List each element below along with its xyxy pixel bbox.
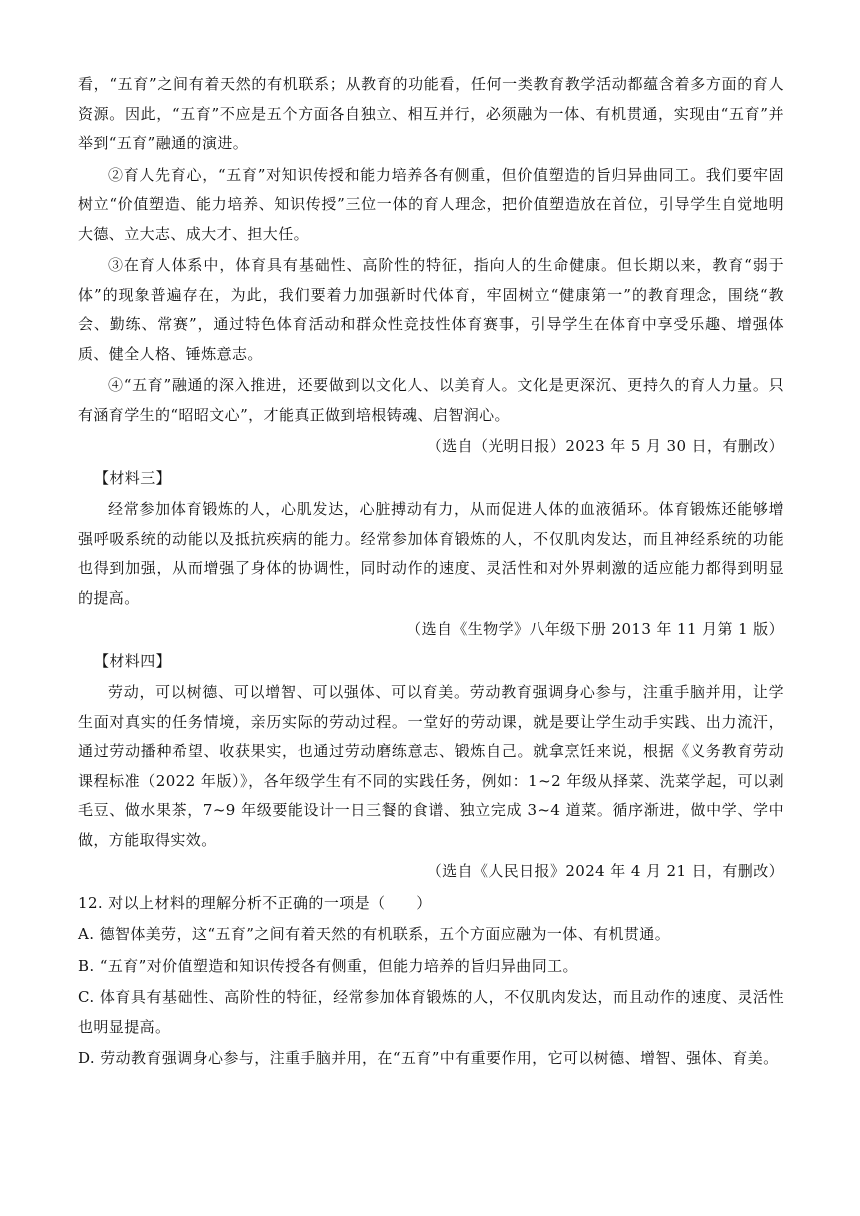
source-citation-material2: （选自（光明日报）2023 年 5 月 30 日，有删改）: [426, 437, 784, 455]
option-d: D. 劳动教育强调身心参与，注重手脑并用，在“五育”中有重要作用，它可以树德、增智、强体、育美。: [78, 1049, 779, 1067]
document-body: [78, 70, 784, 1074]
material-4-heading: 【材料四】: [94, 651, 172, 670]
material-3-heading: 【材料三】: [94, 468, 172, 487]
source-citation-material4: （选自《人民日报》2024 年 4 月 21 日，有删改）: [426, 862, 784, 880]
paragraph-intro-continued: 看，“五育”之间有着天然的有机联系；从教育的功能看，任何一类教育教学活动都蕴含着多方面的育人资源。因此，“五育”不应是五个方面各自独立、相互并行，必须融为一体、有机贯通，实现由“五育”并举到“五育”融通的演进。: [78, 75, 784, 152]
option-b: B. “五育”对价值塑造和知识传授各有侧重，但能力培养的旨归异曲同工。: [78, 956, 578, 975]
material-3-paragraph: 经常参加体育锻炼的人，心肌发达，心脏搏动有力，从而促进人体的血液循环。体育锻炼还能够增强呼吸系统的动能以及抵抗疾病的能力。经常参加体育锻炼的人，不仅肌肉发达，而且神经系统的功能也得到加强，从而增强了身体的协调性，同时动作的速度、灵活性和对外界刺激的适应能力都得到明显的提高。: [78, 500, 784, 607]
material-4-paragraph: 劳动，可以树德、可以增智、可以强体、可以育美。劳动教育强调身心参与，注重手脑并用，让学生面对真实的任务情境，亲历实际的劳动过程。一堂好的劳动课，就是要让学生动手实践、出力流汗，通过劳动播种希望、收获果实，也通过劳动磨练意志、锻炼自己。就拿烹饪来说，根据《义务教育劳动课程标准（2022 年版）》，各年级学生有不同的实践任务，例如：1~2 年级从择菜、洗菜学起，可以剥毛豆、做水果茶，7~9 年级要能设计一日三餐的食谱、独立完成 3~4 道菜。循序渐进，做中学、学中做，方能取得实效。: [78, 683, 784, 849]
paragraph-3: ③在育人体系中，体育具有基础性、高阶性的特征，指向人的生命健康。但长期以来，教育“弱于体”的现象普遍存在，为此，我们要着力加强新时代体育，牢固树立“健康第一”的教育理念，围绕“教会、勤练、常赛”，通过特色体育活动和群众性竞技性体育赛事，引导学生在体育中享受乐趣、增强体质、健全人格、锤炼意志。: [78, 256, 784, 363]
option-c: C. 体育具有基础性、高阶性的特征，经常参加体育锻炼的人，不仅肌肉发达，而且动作的速度、灵活性也明显提高。: [78, 988, 784, 1036]
paragraph-4: ④“五育”融通的深入推进，还要做到以文化人、以美育人。文化是更深沉、更持久的育人力量。只有涵育学生的“昭昭文心”，才能真正做到培根铸魂、启智润心。: [78, 376, 784, 424]
paragraph-2: ②育人先育心，“五育”对知识传授和能力培养各有侧重，但价值塑造的旨归异曲同工。我们要牢固树立“价值塑造、能力培养、知识传授”三位一体的育人理念，把价值塑造放在首位，引导学生自觉地明大德、立大志、成大才、担大任。: [78, 165, 784, 243]
source-citation-material3: （选自《生物学》八年级下册 2013 年 11 月第 1 版）: [406, 620, 784, 638]
option-a: A. 德智体美劳，这“五育”之间有着天然的有机联系，五个方面应融为一体、有机贯通。: [78, 925, 671, 943]
question-stem: 12. 对以上材料的理解分析不正确的一项是（ ）: [78, 893, 432, 912]
